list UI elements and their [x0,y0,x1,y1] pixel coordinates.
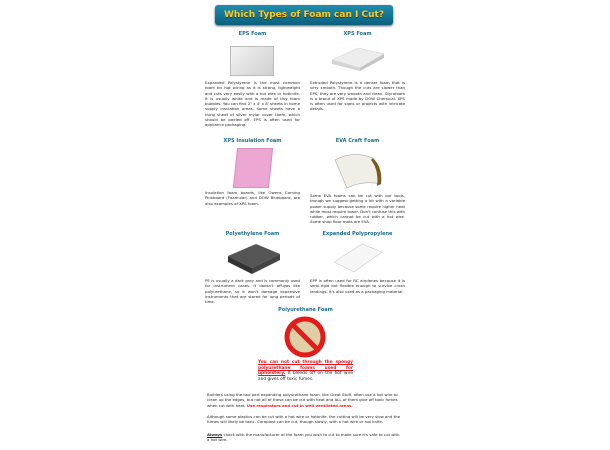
footer-p1-text: Builders using the two part expanding polyurethane foam, like Great Stuff, often use a hot wire to clean up the edges, but not all of these can be cut with heat and ALL of them give off toxic fumes when cut with heat. [207,392,398,408]
pink-foam-board-image [233,148,273,188]
always-emphasis: Always [207,432,223,437]
polypropylene-heading: Expanded Polypropylene [322,231,393,237]
eps-foam-image [230,46,274,76]
polyurethane-text: It bleeds off on the hot wire and gives off toxic fumes. [258,371,353,382]
polypropylene-foam-image [332,242,384,274]
no-cut-prohibition-icon [283,315,327,359]
eva-heading: EVA Craft Foam [335,138,380,144]
footer-paragraph-2: Although some plastics can be cut with a hot wire or hotknife, the cutting will be very slow and the fumes will likely be toxic. Coroplast can be cut, though slowly, with a hot wire or hot knife. [207,414,400,425]
page-title: Which Types of Foam can I Cut? [215,5,393,25]
xps-insulation-heading: XPS Insulation Foam [223,138,282,144]
polyethylene-text: PE is usually a dark gray and is commonly used for instrument cases. It doesn't off-gas like polyurethane, so it won't damage expensive instruments that are stored for long periods of time. [205,278,300,305]
footer-paragraph-3 [207,432,403,443]
xps-text: Extruded Polystyrene is a denser foam that is very smooth. Though the cuts are slower than EPS, they are very smooth and clean. Styrofoam is a brand of XPS made by DOW Chemical. XPS is often used for signs or projects with intricate details. [310,80,405,112]
ventilation-warning: Use respirators and cut in well ventilated areas. [246,402,353,408]
polyethylene-heading: Polyethylene Foam [225,231,280,237]
footer-paragraph-1 [207,392,403,408]
polyethylene-foam-image [226,240,282,276]
eva-text: Some EVA foams can be cut with our tools, though we suggest getting a kit with a variable power supply because some require higher heat while most require lower. Don't confuse this with rubber, which cannot be cut with a hot wire. Some shop floor mats are EVA. [310,193,405,225]
eps-heading: EPS Foam [238,31,267,37]
polypropylene-text: EPP is often used for RC airplanes because it is semi-rigid but flexible enough to survive crash landings. It's also used as a packaging material. [310,278,405,294]
footer-p3-text: check with the manufacturer of the foam you wish to cut to make sure it's safe to cut with a hot wire. [207,432,400,443]
xps-foam-image [330,46,386,72]
eva-foam-roll-image [333,150,383,190]
xps-insulation-text: Insulation foam boards, like Owens Corning Pinkboard (Foamular) and DOW Blueboard, are also examples of XPS foam. [205,190,300,206]
polyurethane-heading: Polyurethane Foam [278,307,333,313]
polyurethane-warning: You can not cut through the spongy polyurethane foams used for upholstery. [258,360,353,376]
eps-text: Expanded Polystyrene is the most common foam for hot wiring as it is strong, lightweight and cuts very easily with a hot wire or hotknife. It is usually white and is made of tiny foam bubbles. You can find 2" x 4' x 8' sheets in home supply insulation areas. Some sheets have a thing sheet of silver mylar cover them, which should be peeled off. EPS is often used for appliance packaging. [205,80,300,128]
xps-heading: XPS Foam [343,31,372,37]
